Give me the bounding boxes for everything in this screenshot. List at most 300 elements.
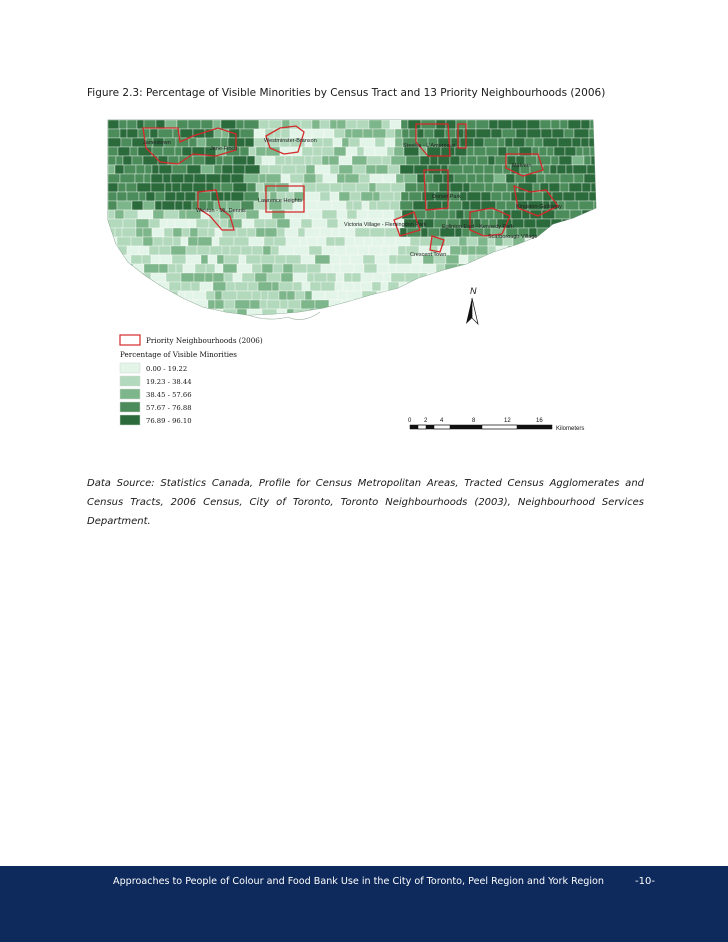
census-tract bbox=[259, 120, 269, 129]
census-tract bbox=[302, 282, 310, 291]
census-tract bbox=[445, 129, 456, 138]
census-tract bbox=[541, 129, 552, 138]
census-tract bbox=[498, 120, 512, 129]
census-tract bbox=[354, 264, 364, 273]
census-tract bbox=[476, 255, 490, 264]
census-tract bbox=[290, 174, 304, 183]
census-tract bbox=[494, 264, 506, 273]
census-tract bbox=[364, 264, 377, 273]
census-tract bbox=[582, 183, 591, 192]
census-tract bbox=[513, 138, 525, 147]
census-tract bbox=[389, 255, 397, 264]
census-tract bbox=[460, 192, 467, 201]
census-tract bbox=[375, 255, 389, 264]
census-tract bbox=[214, 165, 222, 174]
census-tract bbox=[236, 120, 244, 129]
census-tract bbox=[519, 273, 534, 282]
census-tract bbox=[373, 192, 380, 201]
census-tract bbox=[108, 147, 118, 156]
census-tract bbox=[222, 291, 237, 300]
census-tract bbox=[572, 291, 586, 300]
census-tract bbox=[573, 228, 584, 237]
census-tract bbox=[139, 246, 149, 255]
census-tract bbox=[217, 255, 224, 264]
census-tract bbox=[108, 246, 118, 255]
census-tract bbox=[372, 237, 384, 246]
census-tract bbox=[314, 273, 327, 282]
census-tract bbox=[173, 228, 182, 237]
census-tract bbox=[329, 300, 342, 309]
census-tract bbox=[320, 228, 332, 237]
census-tract bbox=[456, 210, 464, 219]
census-tract bbox=[565, 201, 579, 210]
census-tract bbox=[530, 246, 541, 255]
census-tract bbox=[247, 183, 256, 192]
census-tract bbox=[221, 120, 236, 129]
census-tract bbox=[144, 264, 159, 273]
census-tract bbox=[241, 246, 252, 255]
neighbourhood-label: Jane-Finch bbox=[210, 146, 238, 152]
census-tract bbox=[231, 174, 244, 183]
census-tract bbox=[551, 246, 561, 255]
census-tract bbox=[224, 273, 233, 282]
census-tract bbox=[139, 192, 146, 201]
census-tract bbox=[262, 156, 275, 165]
census-tract bbox=[363, 255, 375, 264]
census-tract bbox=[587, 165, 597, 174]
census-tract bbox=[317, 201, 332, 210]
census-tract bbox=[223, 264, 237, 273]
census-tract bbox=[438, 156, 450, 165]
census-tract bbox=[231, 192, 244, 201]
census-tract bbox=[307, 273, 314, 282]
census-tract bbox=[220, 219, 228, 228]
census-tract bbox=[332, 228, 339, 237]
census-tract bbox=[445, 237, 459, 246]
census-tract bbox=[377, 201, 390, 210]
census-tract bbox=[375, 147, 387, 156]
census-tract bbox=[193, 291, 206, 300]
census-tract bbox=[168, 264, 176, 273]
census-tract bbox=[247, 228, 256, 237]
census-tract bbox=[486, 210, 494, 219]
census-tract bbox=[563, 228, 573, 237]
census-tract bbox=[592, 219, 598, 228]
census-tract bbox=[313, 147, 322, 156]
census-tract bbox=[307, 210, 322, 219]
census-tract bbox=[395, 138, 403, 147]
census-tract bbox=[116, 156, 123, 165]
census-tract bbox=[349, 138, 360, 147]
census-tract bbox=[310, 282, 321, 291]
census-tract bbox=[339, 192, 350, 201]
census-tract bbox=[404, 174, 417, 183]
census-tract bbox=[197, 246, 210, 255]
census-tract bbox=[116, 282, 130, 291]
census-tract bbox=[428, 228, 440, 237]
census-tract bbox=[554, 309, 565, 318]
census-tract bbox=[187, 165, 201, 174]
census-tract bbox=[422, 309, 432, 318]
census-tract bbox=[429, 291, 439, 300]
census-tract bbox=[337, 120, 346, 129]
census-tract bbox=[175, 219, 189, 228]
census-tract bbox=[541, 237, 556, 246]
footer-text: Approaches to People of Colour and Food Bank Use in the City of Toronto, Peel Region and York Region bbox=[113, 876, 604, 887]
census-tract bbox=[401, 120, 408, 129]
census-tract bbox=[149, 219, 160, 228]
census-tract bbox=[494, 273, 505, 282]
census-tract bbox=[255, 156, 262, 165]
census-tract bbox=[581, 138, 589, 147]
census-tract bbox=[554, 147, 565, 156]
census-tract bbox=[576, 273, 590, 282]
census-tract bbox=[345, 129, 352, 138]
census-tract bbox=[279, 282, 293, 291]
census-tract bbox=[120, 174, 135, 183]
census-tract bbox=[309, 246, 322, 255]
census-tract bbox=[496, 201, 506, 210]
census-tract bbox=[322, 246, 336, 255]
census-tract bbox=[179, 156, 193, 165]
legend-heading: Percentage of Visible Minorities bbox=[120, 350, 237, 359]
census-tract bbox=[384, 237, 396, 246]
census-tract bbox=[540, 120, 551, 129]
census-tract bbox=[367, 300, 379, 309]
census-tract bbox=[550, 165, 557, 174]
census-tract bbox=[159, 264, 168, 273]
census-tract bbox=[173, 237, 181, 246]
census-tract bbox=[377, 264, 389, 273]
census-tract bbox=[181, 237, 188, 246]
census-tract bbox=[353, 201, 362, 210]
census-tract bbox=[279, 246, 294, 255]
census-tract bbox=[405, 300, 417, 309]
census-tract bbox=[347, 210, 357, 219]
census-tract bbox=[166, 273, 181, 282]
census-tract bbox=[360, 138, 375, 147]
census-tract bbox=[345, 174, 359, 183]
census-tract bbox=[458, 264, 467, 273]
census-tract bbox=[523, 255, 530, 264]
census-tract bbox=[213, 282, 226, 291]
census-tract bbox=[569, 273, 576, 282]
census-tract bbox=[117, 201, 132, 210]
census-tract bbox=[164, 228, 173, 237]
census-tract bbox=[574, 174, 584, 183]
census-tract bbox=[584, 174, 596, 183]
census-tract bbox=[548, 291, 561, 300]
census-tract bbox=[562, 219, 575, 228]
census-tract bbox=[450, 246, 461, 255]
census-tract bbox=[555, 264, 563, 273]
census-tract bbox=[148, 291, 155, 300]
legend-class-label: 76.89 - 96.10 bbox=[146, 417, 192, 425]
census-tract bbox=[189, 138, 197, 147]
census-tract bbox=[108, 201, 117, 210]
census-tract bbox=[437, 300, 452, 309]
census-tract bbox=[322, 210, 337, 219]
census-tract bbox=[296, 165, 306, 174]
census-tract bbox=[158, 156, 168, 165]
census-tract bbox=[502, 300, 512, 309]
census-tract bbox=[513, 291, 526, 300]
census-tract bbox=[304, 174, 316, 183]
legend-class-label: 19.23 - 38.44 bbox=[146, 378, 192, 386]
legend-priority-label: Priority Neighbourhoods (2006) bbox=[146, 336, 263, 345]
census-tract bbox=[108, 183, 118, 192]
census-tract bbox=[326, 237, 335, 246]
census-tract bbox=[407, 228, 421, 237]
census-tract bbox=[108, 219, 123, 228]
census-tract bbox=[401, 192, 409, 201]
census-tract bbox=[292, 156, 305, 165]
census-tract bbox=[330, 192, 339, 201]
census-tract bbox=[246, 210, 259, 219]
census-tract bbox=[358, 246, 369, 255]
census-tract bbox=[545, 309, 554, 318]
census-tract bbox=[256, 147, 266, 156]
census-tract bbox=[176, 192, 185, 201]
census-tract bbox=[288, 300, 301, 309]
scale-tick-label: 16 bbox=[536, 418, 543, 424]
census-tract bbox=[449, 201, 462, 210]
census-tract bbox=[438, 282, 446, 291]
census-tract bbox=[301, 255, 315, 264]
census-tract bbox=[446, 282, 460, 291]
census-tract bbox=[143, 237, 153, 246]
legend-class-label: 38.45 - 57.66 bbox=[146, 391, 192, 399]
census-tract bbox=[467, 120, 476, 129]
census-tract bbox=[585, 237, 596, 246]
census-tract bbox=[222, 165, 233, 174]
census-tract bbox=[144, 174, 151, 183]
census-tract bbox=[289, 183, 302, 192]
census-tract bbox=[163, 237, 173, 246]
census-tract bbox=[262, 309, 277, 318]
census-tract bbox=[285, 228, 298, 237]
census-tract bbox=[355, 237, 364, 246]
census-tract bbox=[584, 156, 591, 165]
census-tract bbox=[224, 300, 235, 309]
census-tract bbox=[159, 165, 172, 174]
census-tract bbox=[334, 147, 346, 156]
census-tract bbox=[287, 309, 294, 318]
census-tract bbox=[548, 300, 562, 309]
census-tract bbox=[312, 219, 327, 228]
census-tract bbox=[290, 219, 301, 228]
census-tract bbox=[552, 129, 564, 138]
census-tract bbox=[410, 237, 420, 246]
census-tract bbox=[506, 174, 515, 183]
census-tract bbox=[151, 174, 163, 183]
census-tract bbox=[547, 147, 554, 156]
data-source-note: Data Source: Statistics Canada, Profile for Census Metropolitan Areas, Tracted Census Agglomerates and Census Tracts, 2006 Census, City of Toronto, Toronto Neighbourhoods (2003), Neighbourhood Services Department. bbox=[87, 478, 644, 527]
census-tract bbox=[454, 174, 467, 183]
census-tract bbox=[389, 246, 398, 255]
legend-swatch bbox=[120, 389, 140, 399]
census-tract bbox=[334, 129, 345, 138]
census-tract bbox=[376, 183, 391, 192]
census-tract bbox=[514, 309, 521, 318]
census-tract bbox=[352, 300, 367, 309]
census-tract bbox=[108, 174, 120, 183]
census-tract bbox=[108, 129, 120, 138]
census-tract bbox=[123, 219, 136, 228]
census-tract bbox=[382, 120, 390, 129]
census-tract bbox=[259, 174, 266, 183]
census-tract bbox=[224, 255, 239, 264]
census-tract bbox=[478, 237, 488, 246]
census-tract bbox=[283, 264, 293, 273]
census-tract bbox=[350, 255, 363, 264]
census-tract bbox=[583, 147, 590, 156]
census-tract bbox=[521, 309, 532, 318]
neighbourhood-label: Crescent Town bbox=[410, 252, 447, 258]
census-tract bbox=[434, 129, 445, 138]
census-tract bbox=[131, 255, 142, 264]
census-tract bbox=[281, 273, 293, 282]
census-tract bbox=[183, 201, 192, 210]
census-tract bbox=[578, 264, 591, 273]
census-tract bbox=[171, 246, 186, 255]
census-tract bbox=[454, 273, 467, 282]
census-tract bbox=[301, 120, 312, 129]
census-tract bbox=[151, 183, 165, 192]
census-tract bbox=[267, 300, 280, 309]
census-tract bbox=[459, 255, 468, 264]
census-tract bbox=[201, 165, 214, 174]
census-tract bbox=[564, 282, 578, 291]
census-tract bbox=[120, 264, 133, 273]
census-tract bbox=[489, 291, 499, 300]
census-tract bbox=[131, 237, 143, 246]
census-tract bbox=[388, 282, 399, 291]
census-tract bbox=[274, 237, 286, 246]
census-tract bbox=[549, 183, 560, 192]
census-tract bbox=[219, 237, 234, 246]
census-tract bbox=[161, 300, 171, 309]
census-tract bbox=[450, 156, 460, 165]
choropleth-map bbox=[98, 112, 598, 442]
census-tract bbox=[248, 282, 258, 291]
census-tract bbox=[108, 237, 117, 246]
census-tract bbox=[477, 291, 489, 300]
census-tract bbox=[119, 309, 126, 318]
census-tract bbox=[142, 255, 151, 264]
census-tract bbox=[130, 147, 138, 156]
census-tract bbox=[369, 120, 382, 129]
scale-bar bbox=[408, 418, 584, 432]
census-tract bbox=[256, 183, 264, 192]
census-tract bbox=[390, 120, 401, 129]
census-tract bbox=[389, 264, 396, 273]
census-tract bbox=[470, 183, 485, 192]
census-tract bbox=[155, 291, 163, 300]
census-tract bbox=[206, 264, 215, 273]
census-tract bbox=[346, 246, 358, 255]
census-tract bbox=[315, 165, 330, 174]
census-tract bbox=[249, 147, 256, 156]
census-tract bbox=[316, 174, 323, 183]
census-tract bbox=[146, 192, 155, 201]
census-tract bbox=[115, 228, 122, 237]
census-tract bbox=[485, 183, 493, 192]
census-tract bbox=[533, 192, 543, 201]
census-tract bbox=[152, 228, 164, 237]
census-tract bbox=[181, 273, 194, 282]
census-tract bbox=[417, 300, 427, 309]
census-tract bbox=[405, 291, 420, 300]
census-tract bbox=[265, 228, 277, 237]
census-tract bbox=[564, 255, 576, 264]
census-tract bbox=[370, 174, 383, 183]
census-tract bbox=[445, 264, 458, 273]
census-tract bbox=[383, 210, 394, 219]
census-tract bbox=[327, 219, 338, 228]
census-tract bbox=[337, 210, 347, 219]
census-tract bbox=[582, 210, 597, 219]
census-tract bbox=[395, 291, 405, 300]
census-tract bbox=[463, 165, 474, 174]
census-tract bbox=[560, 174, 574, 183]
census-tract bbox=[260, 165, 269, 174]
census-tract bbox=[108, 165, 115, 174]
neighbourhood-label: Steeles - L'Amoreaux bbox=[403, 143, 456, 149]
census-tract bbox=[428, 183, 439, 192]
census-tract bbox=[175, 201, 183, 210]
census-tract bbox=[527, 129, 541, 138]
census-tract bbox=[352, 156, 367, 165]
census-tract bbox=[272, 282, 279, 291]
census-tract bbox=[276, 183, 289, 192]
census-tract bbox=[366, 165, 376, 174]
census-tract bbox=[376, 165, 388, 174]
census-tract bbox=[569, 183, 582, 192]
census-tract bbox=[332, 309, 344, 318]
census-tract bbox=[273, 264, 283, 273]
census-tract bbox=[281, 174, 290, 183]
census-tract bbox=[122, 228, 136, 237]
census-tract bbox=[589, 138, 598, 147]
census-tract bbox=[127, 120, 137, 129]
census-tract bbox=[269, 165, 282, 174]
census-tract bbox=[271, 246, 279, 255]
census-tract bbox=[426, 210, 435, 219]
census-tract bbox=[558, 138, 572, 147]
census-tract bbox=[539, 282, 549, 291]
census-tract bbox=[551, 156, 559, 165]
census-tract bbox=[467, 156, 477, 165]
census-tract bbox=[215, 291, 222, 300]
census-tract bbox=[573, 165, 587, 174]
census-tract bbox=[524, 219, 536, 228]
census-tract bbox=[117, 192, 127, 201]
census-tract bbox=[174, 309, 188, 318]
census-tract bbox=[368, 210, 383, 219]
census-tract bbox=[481, 192, 491, 201]
census-tract bbox=[391, 183, 405, 192]
census-tract bbox=[124, 291, 139, 300]
census-tract bbox=[383, 309, 391, 318]
census-tract bbox=[294, 309, 309, 318]
census-tract bbox=[508, 246, 516, 255]
census-tract bbox=[516, 129, 527, 138]
census-tract bbox=[133, 264, 144, 273]
census-tract bbox=[108, 300, 117, 309]
census-tract bbox=[420, 156, 430, 165]
census-tract bbox=[575, 219, 583, 228]
